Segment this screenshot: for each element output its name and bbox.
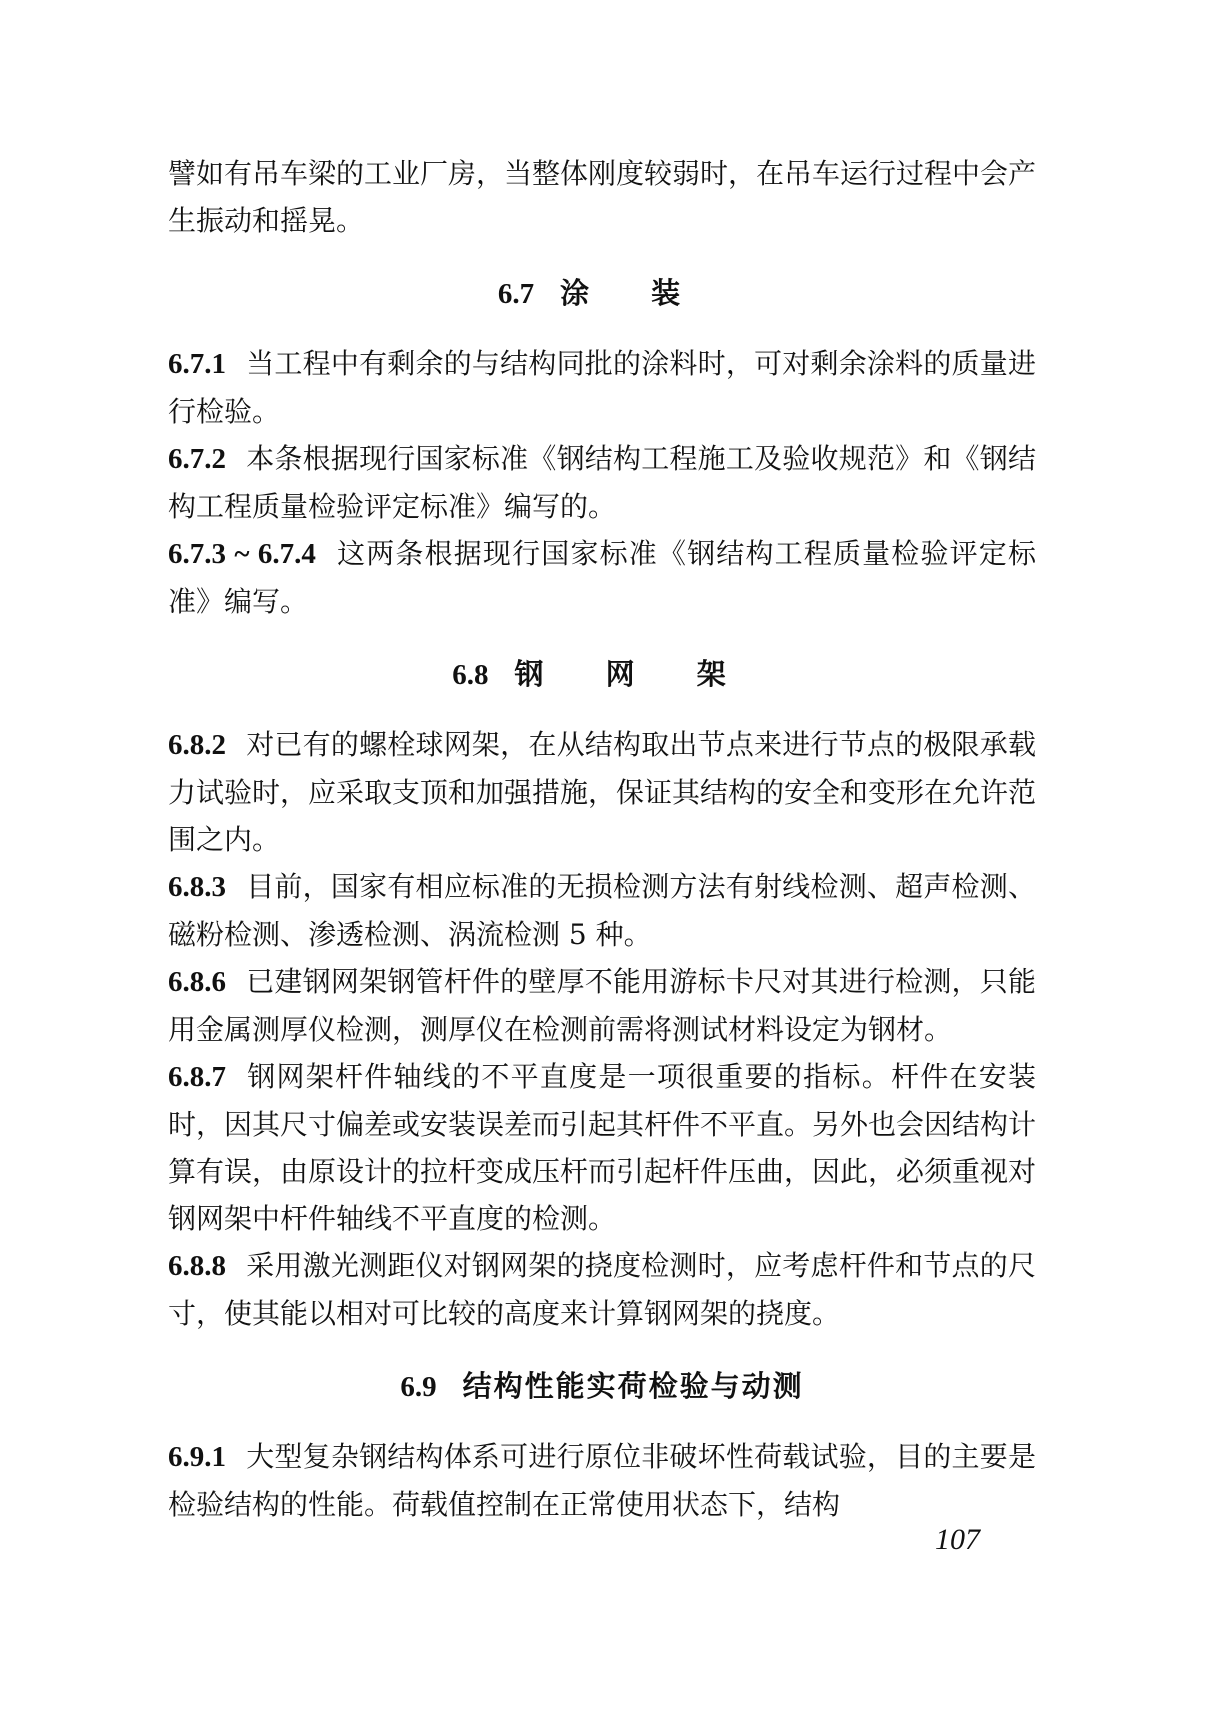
clause-text: 大型复杂钢结构体系可进行原位非破坏性荷载试验，目的主要是检验结构的性能。荷载值控制在正常使用状态下，结构 [168,1440,1036,1521]
section-number: 6.8 [452,659,489,691]
section-heading-6-9 [168,1362,1036,1411]
section-number: 6.7 [497,278,535,310]
section-number: 6.9 [400,1371,437,1403]
clause-number: 6.7.2 [168,443,226,475]
clause-text: 已建钢网架钢管杆件的壁厚不能用游标卡尺对其进行检测，只能用金属测厚仪检测，测厚仪在检测前需将测试材料设定为钢材。 [168,965,1036,1046]
clause-number: 6.8.7 [168,1061,226,1093]
section-title: 结构性能实荷检验与动测 [462,1369,804,1403]
clause-number: 6.9.1 [168,1441,226,1473]
clause-text: 采用激光测距仪对钢网架的挠度检测时，应考虑杆件和节点的尺寸，使其能以相对可比较的高度来计算钢网架的挠度。 [168,1249,1036,1330]
paragraph-text: 譬如有吊车梁的工业厂房，当整体刚度较弱时，在吊车运行过程中会产生振动和摇晃。 [168,157,1037,237]
clause-text: 当工程中有剩余的与结构同批的涂料时，可对剩余涂料的质量进行检验。 [168,347,1036,428]
clause-6-8-2 [168,721,1036,863]
clause-6-8-7 [168,1053,1036,1242]
clause-number: 6.7.3 ~ 6.7.4 [168,538,316,570]
clause-number: 6.8.6 [168,966,226,998]
clause-text: 这两条根据现行国家标准《钢结构工程质量检验评定标准》编写。 [168,537,1036,618]
clause-number: 6.8.2 [168,729,226,761]
clause-text: 钢网架杆件轴线的不平直度是一项很重要的指标。杆件在安装时，因其尺寸偏差或安装误差而引起其杆件不平直。另外也会因结构计算有误，由原设计的拉杆变成压杆而引起杆件压曲，因此，必须重视对钢网架中杆件轴线不平直度的检测。 [168,1060,1037,1235]
continued-paragraph [168,150,1036,244]
section-title: 涂 装 [560,276,707,310]
clause-6-8-6 [168,958,1036,1053]
clause-number: 6.8.3 [168,871,226,903]
clause-text: 本条根据现行国家标准《钢结构工程施工及验收规范》和《钢结构工程质量检验评定标准》编写的。 [168,442,1036,523]
clause-6-7-1 [168,340,1036,435]
clause-number: 6.8.8 [168,1250,226,1282]
clause-text: 对已有的螺栓球网架，在从结构取出节点来进行节点的极限承载力试验时，应采取支顶和加强措施，保证其结构的安全和变形在允许范围之内。 [168,728,1037,856]
clause-number: 6.7.1 [168,348,226,380]
clause-6-9-1 [168,1433,1036,1528]
section-title: 钢 网 架 [514,657,752,691]
text-column [168,150,1036,1528]
clause-6-8-3 [168,863,1036,958]
clause-text: 目前，国家有相应标准的无损检测方法有射线检测、超声检测、磁粉检测、渗透检测、涡流检测 5 种。 [168,870,1036,951]
section-heading-6-8 [168,650,1036,699]
section-heading-6-7 [168,269,1036,318]
clause-6-7-3-4 [168,530,1036,625]
clause-6-7-2 [168,435,1036,530]
page-number: 107 [935,1523,980,1556]
clause-6-8-8 [168,1242,1036,1337]
